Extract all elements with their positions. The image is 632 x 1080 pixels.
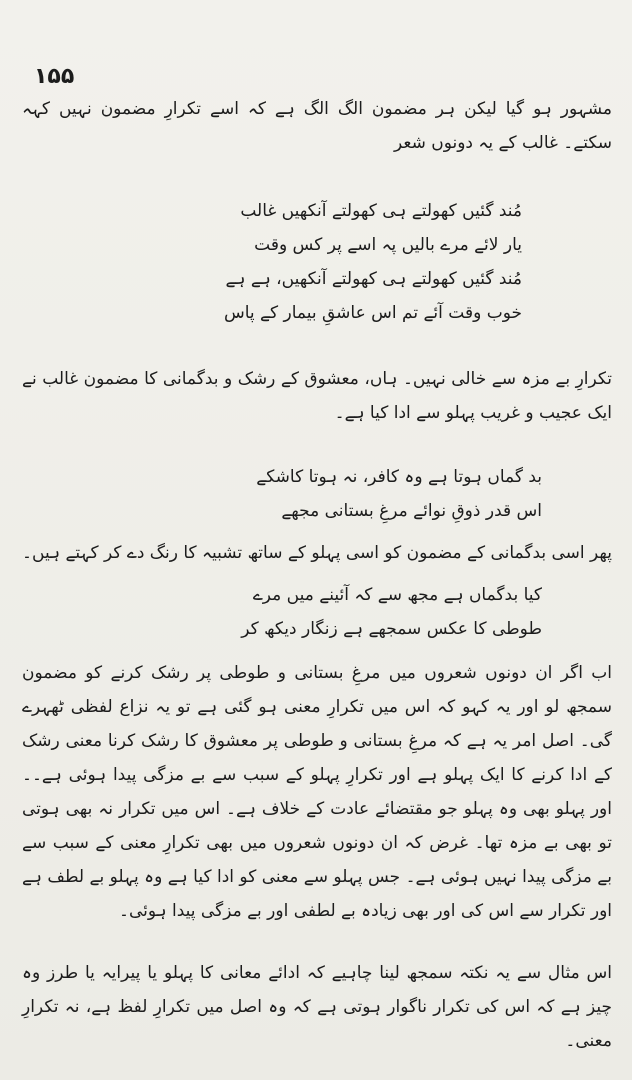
verse-line: کیا بدگماں ہے مجھ سے کہ آئینے میں مرے bbox=[252, 585, 542, 605]
paragraph-3: پھر اسی بدگمانی کے مضمون کو اسی پہلو کے ساتھ تشبیہ کا رنگ دے کر کہتے ہیں۔ bbox=[22, 543, 612, 563]
verse-line: یار لائے مرے بالیں پہ اسے پر کس وقت bbox=[254, 235, 522, 255]
verse-line: مُند گئیں کھولتے ہی کھولتے آنکھیں، ہے ہے bbox=[225, 269, 522, 289]
verse-ghalib-2 bbox=[256, 460, 542, 528]
verse-ghalib-3 bbox=[241, 578, 542, 646]
verse-line: مُند گئیں کھولتے ہی کھولتے آنکھیں غالب bbox=[240, 201, 522, 221]
page-number: ۱۵۵ bbox=[34, 64, 75, 89]
verse-line: اس قدر ذوقِ نوائے مرغِ بستانی مجھے bbox=[281, 501, 542, 521]
verse-line: طوطی کا عکس سمجھے ہے زنگار دیکھ کر bbox=[241, 619, 542, 639]
paragraph-5: اس مثال سے یہ نکتہ سمجھ لینا چاہیے کہ ادائے معانی کا پہلو یا پیرایہ یا طرز وہ چیز ہے کہ اس کی تکرار ناگوار ہوتی ہے کہ وہ اصل میں تکرارِ لفظ ہے، نہ تکرارِ معنی۔ bbox=[22, 963, 612, 1051]
paragraph-2: تکرارِ بے مزہ سے خالی نہیں۔ ہاں، معشوق کے رشک و بدگمانی کا مضمون غالب نے ایک عجیب و غریب پہلو سے ادا کیا ہے۔ bbox=[22, 369, 612, 423]
verse-line: بد گماں ہوتا ہے وہ کافر، نہ ہوتا کاشکے bbox=[256, 467, 542, 487]
paragraph-1: مشہور ہو گیا لیکن ہر مضمون الگ الگ ہے کہ اسے تکرارِ مضمون نہیں کہہ سکتے۔ غالب کے یہ دونوں شعر bbox=[22, 99, 612, 153]
paragraph-4: اب اگر ان دونوں شعروں میں مرغِ بستانی و طوطی پر رشک کرنے کو مضمون سمجھ لو اور یہ کہو کہ اس میں تکرارِ معنی ہو گئی ہے تو یہ نزاع لفظی ٹھہرے گی۔ اصل امر یہ ہے کہ مرغِ بستانی و طوطی پر معشوق کا رشک کرنا معنی رشک کے ادا کرنے کا ایک پہلو ہے اور تکرارِ پہلو کے سبب سے بے مزگی پیدا ہوئی ہے۔۔ اور پہلو بھی وہ پہلو جو مقتضائے عادت کے خلاف ہے۔ اس میں تکرار نہ بھی ہوتی تو بھی بے مزہ تھا۔ غرض کہ ان دونوں شعروں میں بھی تکرارِ معنی کے سبب سے بے مزگی پیدا نہیں ہوئی ہے۔ جس پہلو سے معنی کو ادا کیا ہے وہ پہلو بے لطف ہے اور تکرار سے اس کی اور بھی زیادہ بے لطفی اور بے مزگی پیدا ہوئی۔ bbox=[22, 663, 612, 921]
verse-ghalib-1 bbox=[224, 194, 522, 330]
verse-line: خوب وقت آئے تم اس عاشقِ بیمار کے پاس bbox=[223, 303, 522, 323]
